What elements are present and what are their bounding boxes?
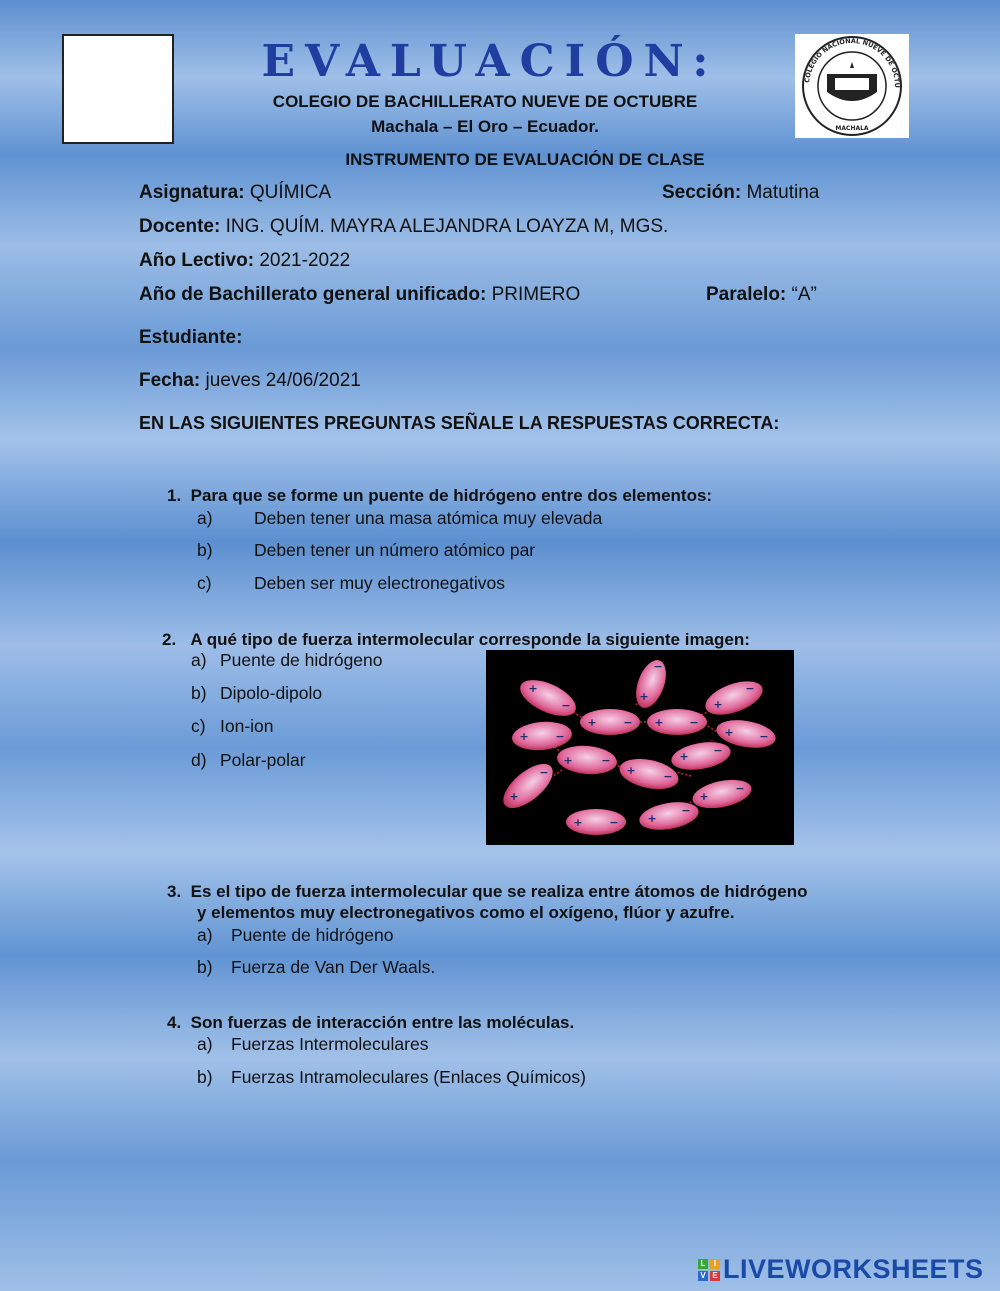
question-1-option-a[interactable]: a) Deben tener una masa atómica muy elevada bbox=[197, 508, 603, 528]
liveworksheets-text: LIVEWORKSHEETS bbox=[723, 1254, 984, 1284]
svg-text:+: + bbox=[587, 716, 597, 729]
svg-text:−: − bbox=[689, 716, 699, 729]
question-4: 4. Son fuerzas de interacción entre las moléculas. bbox=[167, 1013, 575, 1032]
dipole-molecules-image bbox=[486, 650, 794, 845]
school-location: Machala – El Oro – Ecuador. bbox=[371, 117, 599, 136]
svg-text:+: + bbox=[573, 816, 583, 829]
svg-text:−: − bbox=[759, 730, 769, 743]
fecha-row: Fecha: jueves 24/06/2021 bbox=[139, 370, 361, 391]
question-3-option-a[interactable]: a) Puente de hidrógeno bbox=[197, 925, 394, 945]
question-1-option-b[interactable]: b) Deben tener un número atómico par bbox=[197, 540, 536, 560]
question-2-option-a[interactable]: a) Puente de hidrógeno bbox=[191, 650, 383, 670]
question-2-option-d[interactable]: d) Polar-polar bbox=[191, 750, 306, 770]
instruction-text: EN LAS SIGUIENTES PREGUNTAS SEÑALE LA RESPUESTAS CORRECTA: bbox=[139, 413, 780, 433]
question-1: 1. Para que se forme un puente de hidrógeno entre dos elementos: bbox=[167, 486, 713, 505]
svg-text:−: − bbox=[663, 770, 673, 783]
svg-text:−: − bbox=[609, 816, 619, 829]
svg-text:−: − bbox=[713, 744, 723, 757]
instrument-title: INSTRUMENTO DE EVALUACIÓN DE CLASE bbox=[345, 150, 705, 169]
svg-text:−: − bbox=[539, 766, 549, 779]
svg-text:+: + bbox=[519, 730, 529, 743]
school-name: COLEGIO DE BACHILLERATO NUEVE DE OCTUBRE bbox=[272, 92, 698, 111]
svg-text:−: − bbox=[653, 660, 663, 673]
svg-text:MACHALA: MACHALA bbox=[835, 125, 869, 132]
svg-text:+: + bbox=[626, 764, 636, 777]
asignatura-row: Asignatura: QUÍMICA bbox=[139, 182, 332, 203]
svg-text:+: + bbox=[509, 790, 519, 803]
paralelo-row: Paralelo: “A” bbox=[706, 284, 817, 305]
question-3: 3. Es el tipo de fuerza intermolecular que se realiza entre átomos de hidrógeno bbox=[167, 882, 808, 901]
question-3-option-b[interactable]: b) Fuerza de Van Der Waals. bbox=[197, 957, 436, 977]
svg-text:−: − bbox=[601, 754, 611, 767]
svg-text:−: − bbox=[561, 699, 571, 712]
svg-text:+: + bbox=[647, 812, 657, 825]
svg-text:−: − bbox=[555, 730, 565, 743]
svg-text:COLEGIO NACIONAL NUEVE DE OCTU: COLEGIO NACIONAL NUEVE DE OCTU bbox=[803, 36, 902, 88]
liveworksheets-logo[interactable] bbox=[698, 1254, 984, 1285]
question-3-line-2: y elementos muy electronegativos como el oxígeno, flúor y azufre. bbox=[197, 903, 735, 922]
svg-text:+: + bbox=[563, 754, 573, 767]
photo-placeholder-box bbox=[62, 34, 174, 144]
svg-text:−: − bbox=[681, 804, 691, 817]
svg-text:−: − bbox=[623, 716, 633, 729]
seccion-row: Sección: Matutina bbox=[662, 182, 820, 203]
svg-text:+: + bbox=[699, 790, 709, 803]
svg-text:+: + bbox=[639, 690, 649, 703]
school-seal-logo bbox=[795, 34, 909, 138]
question-4-option-a[interactable]: a) Fuerzas Intermoleculares bbox=[197, 1034, 429, 1054]
svg-text:−: − bbox=[745, 682, 755, 695]
estudiante-row[interactable]: Estudiante: bbox=[139, 327, 243, 348]
docente-row: Docente: ING. QUÍM. MAYRA ALEJANDRA LOAYZA M, MGS. bbox=[139, 216, 669, 237]
svg-text:−: − bbox=[735, 782, 745, 795]
svg-text:+: + bbox=[679, 750, 689, 763]
svg-text:+: + bbox=[528, 682, 538, 695]
question-4-option-b[interactable]: b) Fuerzas Intramoleculares (Enlaces Químicos) bbox=[197, 1067, 586, 1087]
question-2-option-b[interactable]: b) Dipolo-dipolo bbox=[191, 683, 323, 703]
svg-text:+: + bbox=[713, 698, 723, 711]
svg-text:+: + bbox=[724, 726, 734, 739]
question-2-option-c[interactable]: c) Ion-ion bbox=[191, 716, 274, 736]
anio-lectivo-row: Año Lectivo: 2021-2022 bbox=[139, 250, 351, 271]
liveworksheets-icon: L I V E bbox=[698, 1259, 720, 1281]
question-2: 2. A qué tipo de fuerza intermolecular corresponde la siguiente imagen: bbox=[162, 630, 750, 649]
question-1-option-c[interactable]: c) Deben ser muy electronegativos bbox=[197, 573, 505, 593]
svg-text:+: + bbox=[654, 716, 664, 729]
bachillerato-row: Año de Bachillerato general unificado: PRIMERO bbox=[139, 284, 581, 305]
page-title: EVALUACIÓN: bbox=[261, 36, 719, 87]
